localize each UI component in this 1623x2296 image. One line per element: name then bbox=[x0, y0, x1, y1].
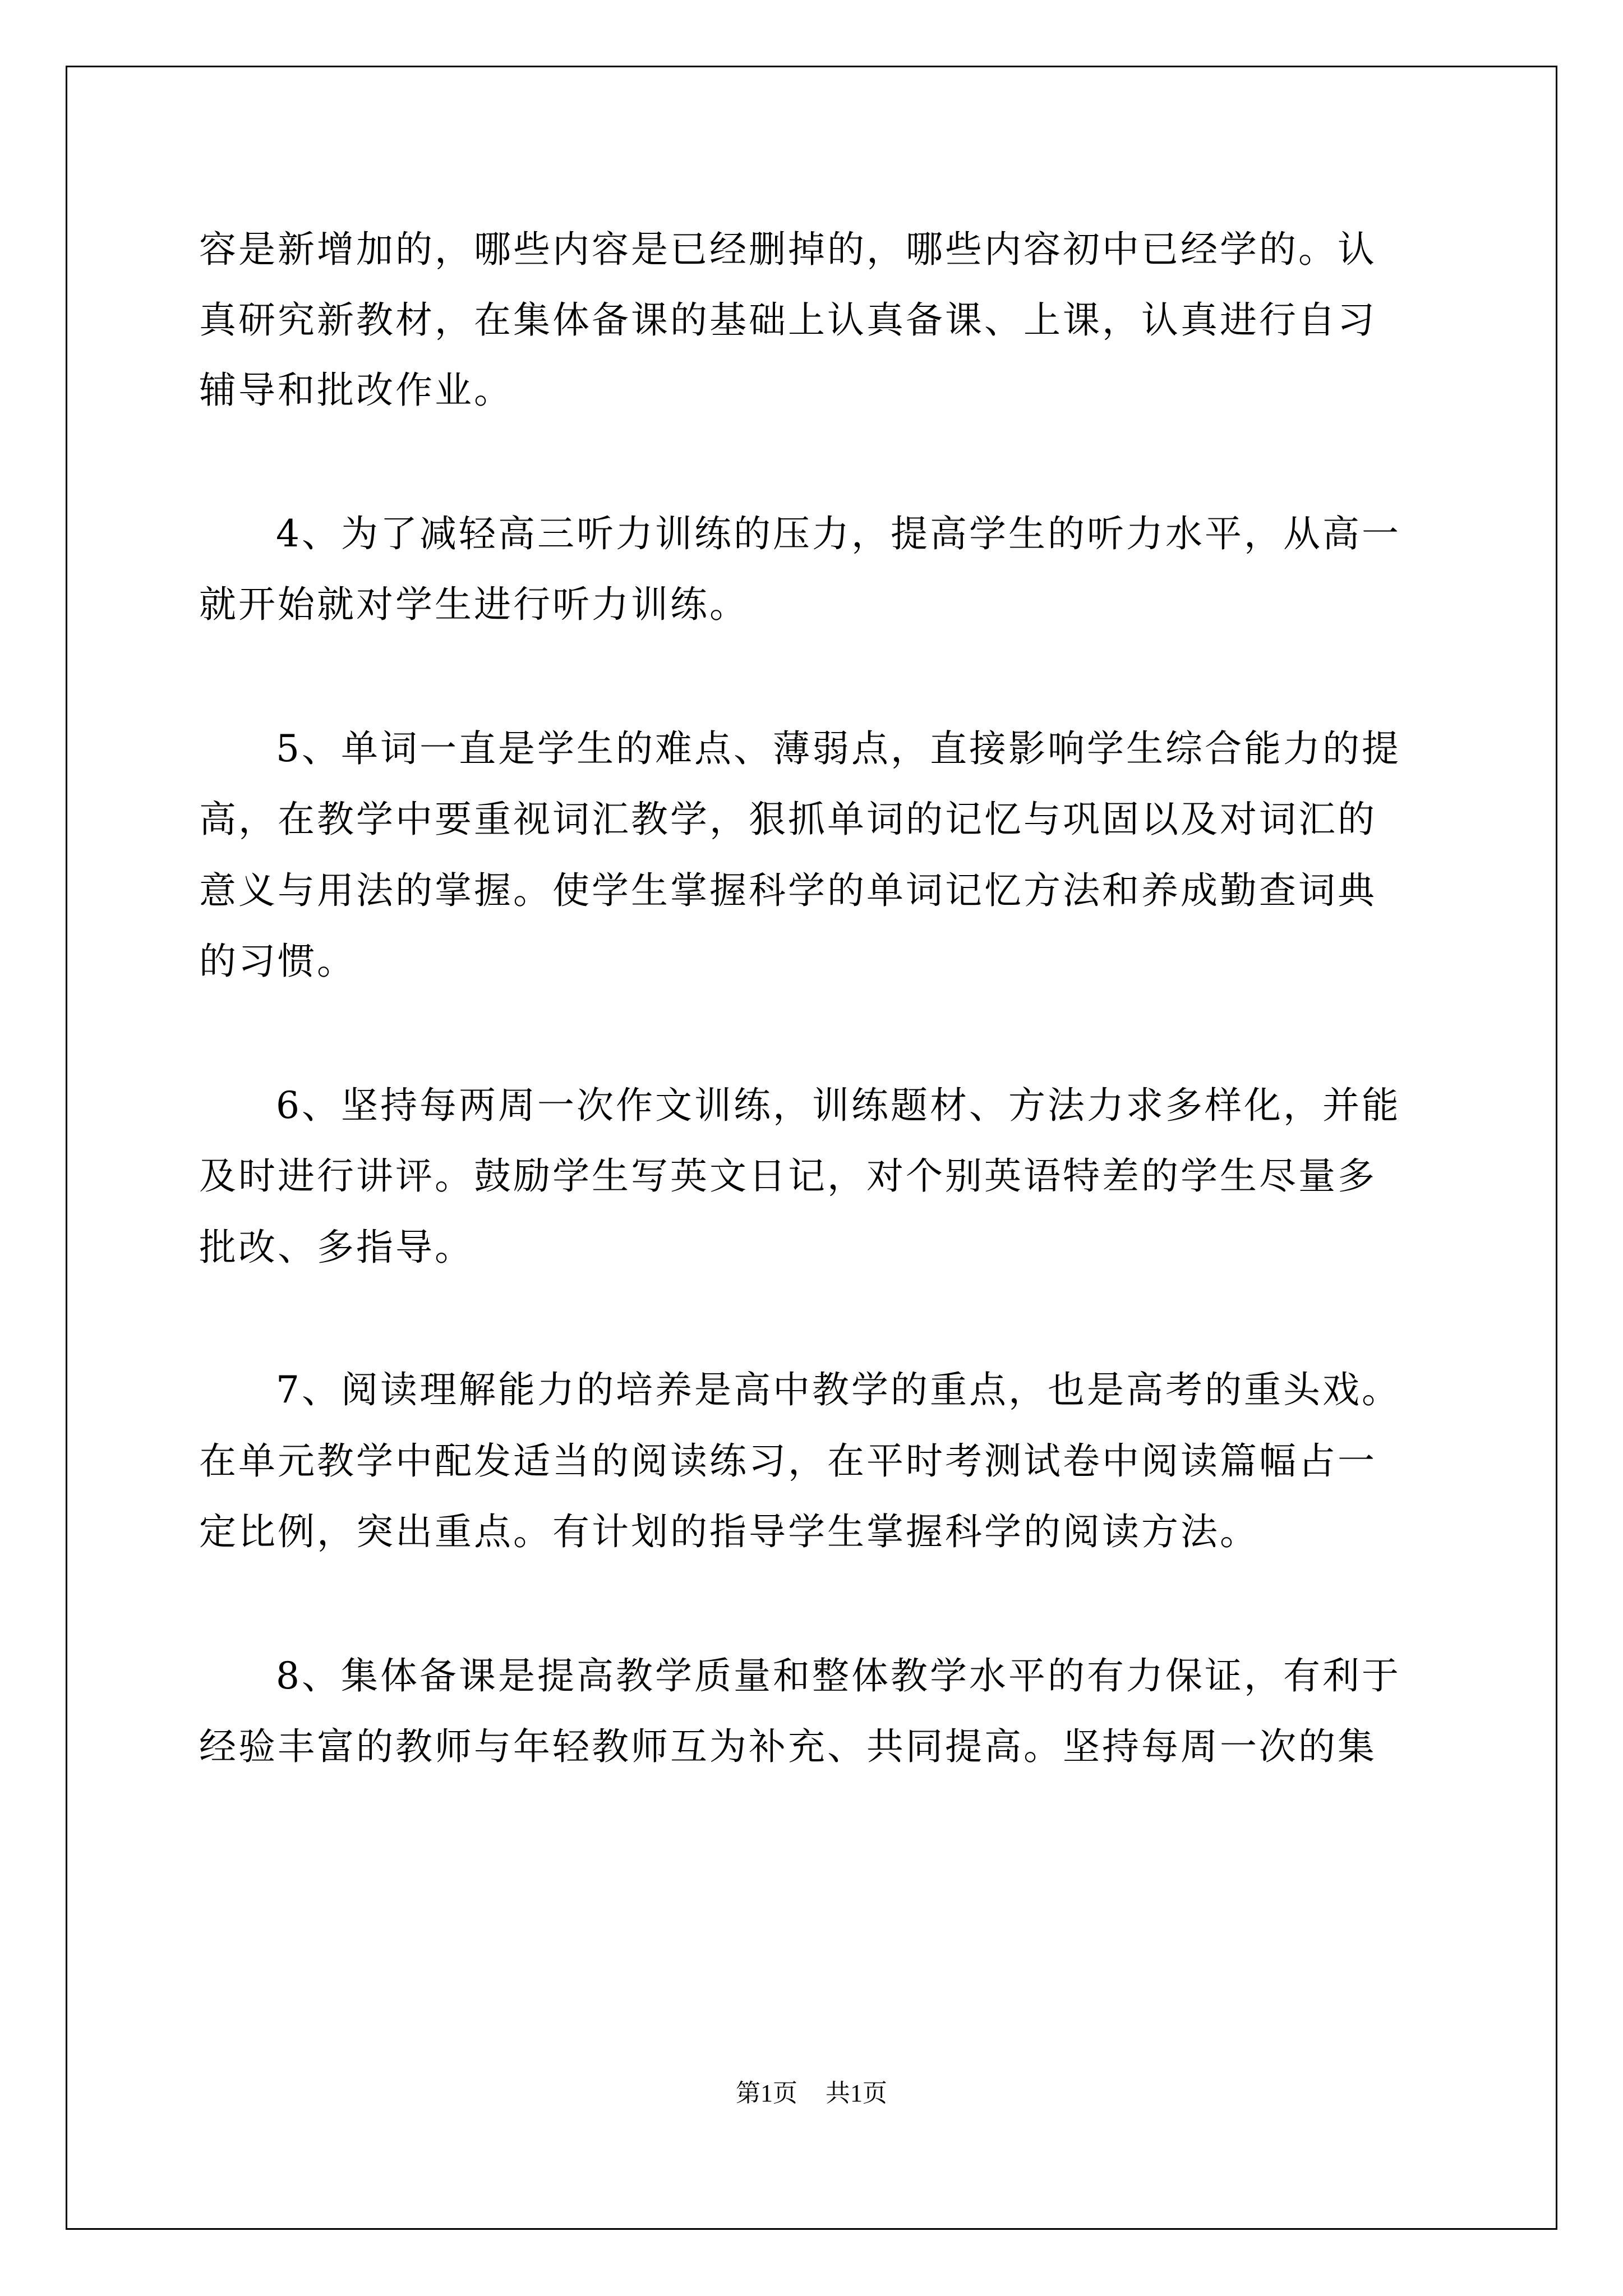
body-text-line: 及时进行讲评。鼓励学生写英文日记，对个别英语特差的学生尽量多 bbox=[199, 1154, 1377, 1198]
body-text-line: 真研究新教材，在集体备课的基础上认真备课、上课，认真进行自习 bbox=[199, 298, 1377, 342]
paragraph-7-first-line: 7、阅读理解能力的培养是高中教学的重点，也是高考的重头戏。 bbox=[276, 1368, 1401, 1411]
paragraph-8-first-line: 8、集体备课是提高教学质量和整体教学水平的有力保证，有利于 bbox=[276, 1654, 1401, 1697]
body-text-line: 容是新增加的，哪些内容是已经删掉的，哪些内容初中已经学的。认 bbox=[199, 228, 1377, 271]
body-text-line: 的习惯。 bbox=[199, 940, 356, 983]
paragraph-6-first-line: 6、坚持每两周一次作文训练，训练题材、方法力求多样化，并能 bbox=[276, 1084, 1401, 1127]
body-text-line: 定比例，突出重点。有计划的指导学生掌握科学的阅读方法。 bbox=[199, 1510, 1259, 1553]
body-text-line: 就开始就对学生进行听力训练。 bbox=[199, 583, 749, 626]
page-footer bbox=[0, 2077, 1623, 2110]
body-text-line: 辅导和批改作业。 bbox=[199, 369, 513, 412]
body-text-line: 经验丰富的教师与年轻教师互为补充、共同提高。坚持每周一次的集 bbox=[199, 1725, 1377, 1768]
paragraph-5-first-line: 5、单词一直是学生的难点、薄弱点，直接影响学生综合能力的提 bbox=[276, 727, 1401, 770]
page-number: 第1页 bbox=[736, 2079, 797, 2107]
body-text-line: 意义与用法的掌握。使学生掌握科学的单词记忆方法和养成勤查词典 bbox=[199, 869, 1377, 912]
paragraph-4-first-line: 4、为了减轻高三听力训练的压力，提高学生的听力水平，从高一 bbox=[276, 512, 1401, 555]
body-text-line: 高，在教学中要重视词汇教学，狠抓单词的记忆与巩固以及对词汇的 bbox=[199, 798, 1377, 841]
body-text-line: 批改、多指导。 bbox=[199, 1226, 474, 1269]
page-total: 共1页 bbox=[826, 2079, 887, 2107]
body-text-line: 在单元教学中配发适当的阅读练习，在平时考测试卷中阅读篇幅占一 bbox=[199, 1439, 1377, 1483]
